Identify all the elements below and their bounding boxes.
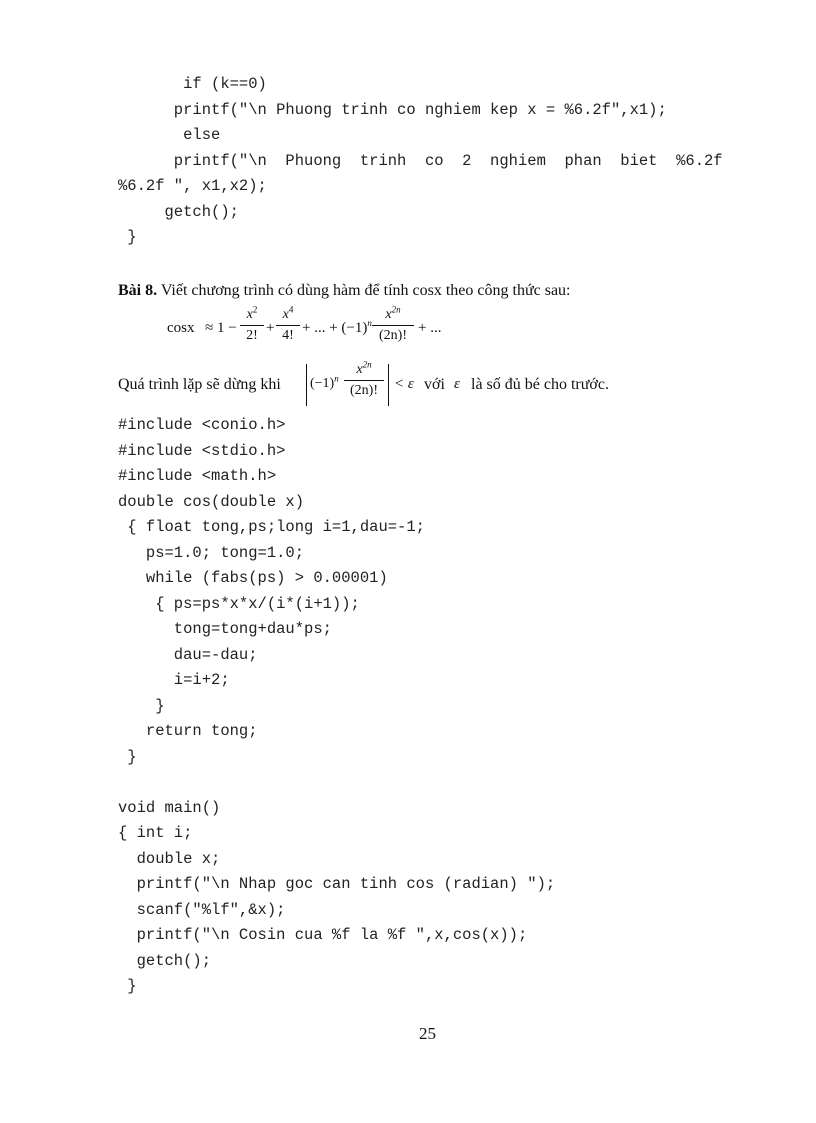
code-main-line: getch(); (118, 951, 212, 970)
term1-bar (240, 325, 264, 326)
abs-bar-right (388, 364, 389, 406)
stop-text-end: là số đủ bé cho trước. (471, 376, 609, 393)
code-main-line: printf("\n Cosin cua %f la %f ",x,cos(x)); (118, 926, 528, 944)
cond-num: x (356, 362, 363, 377)
formula-lhs: cosx (167, 320, 195, 336)
code-main-line: } (118, 696, 165, 715)
code-main-line: while (fabs(ps) > 0.00001) (118, 569, 388, 587)
term1-den: 2! (246, 328, 258, 343)
cond-exp: n (334, 373, 339, 384)
term2-den: 4! (282, 328, 294, 343)
formula-term-2 (276, 304, 300, 344)
code-main-line: tong=tong+dau*ps; (118, 620, 332, 638)
code-main-line: #include <conio.h> (118, 416, 286, 434)
exercise-heading (118, 282, 570, 300)
code-top-line: %6.2f ", x1,x2); (118, 177, 267, 195)
code-main-line: dau=-dau; (118, 645, 258, 664)
code-top-line: getch(); (118, 202, 239, 221)
stop-text-after: với (424, 376, 445, 393)
code-block-main (118, 413, 555, 1000)
sign-exp: n (367, 318, 372, 328)
term1-num: x (246, 307, 253, 322)
term3-exp: 2n (391, 304, 401, 315)
code-main-line: #include <stdio.h> (118, 441, 286, 460)
code-top-line: printf("\n Phuong trinh co nghiem kep x = %6.2f",x1); (118, 100, 667, 119)
exercise-description: Viết chương trình có dùng hàm để tính cosx theo công thức sau: (157, 282, 571, 299)
code-main-line: double cos(double x) (118, 492, 305, 511)
epsilon-symbol: ε (454, 376, 460, 392)
term1-exp: 2 (252, 304, 258, 315)
cond-sign: $(-1)^n$ (310, 373, 339, 391)
cond-lt-epsilon: < ε (394, 376, 414, 392)
code-main-line: } (118, 747, 137, 766)
formula-term-1 (240, 304, 264, 344)
exercise-label: Bài 8. (118, 282, 158, 299)
cond-bar (344, 380, 384, 381)
code-block-top (118, 72, 723, 251)
term2-exp: 4 (288, 304, 294, 315)
term3-den: (2n)! (379, 328, 407, 343)
code-main-line: } (118, 977, 137, 995)
code-top-line: printf("\n Phuong trinh co 2 nghiem phan biet %6.2f (118, 151, 723, 170)
cond-fraction (344, 359, 384, 399)
code-main-line: scanf("%lf",&x); (118, 900, 286, 919)
code-main-line: i=i+2; (118, 671, 230, 689)
term2-bar (276, 325, 300, 326)
cond-den: (2n)! (350, 383, 378, 398)
code-main-line: double x; (118, 849, 221, 868)
code-main-line: { int i; (118, 824, 193, 842)
term2-num: x (282, 307, 289, 322)
code-top-line: } (118, 228, 137, 246)
term3-bar (372, 325, 414, 326)
code-main-line: ps=1.0; tong=1.0; (118, 543, 305, 562)
formula-term-3 (372, 304, 414, 344)
formula-approx: ≈ 1 − (205, 320, 237, 336)
code-top-line: else (118, 126, 221, 144)
stop-text-before: Quá trình lặp sẽ dừng khi (118, 376, 281, 393)
code-main-line: { float tong,ps;long i=1,dau=-1; (118, 518, 425, 536)
code-main-line: void main() (118, 798, 221, 817)
page-number: 25 (419, 1024, 436, 1043)
cond-num-exp: 2n (362, 359, 372, 370)
abs-bar-left (306, 364, 307, 406)
code-main-line: printf("\n Nhap goc can tinh cos (radian) "); (118, 875, 556, 893)
code-main-line: { ps=ps*x*x/(i*(i+1)); (118, 594, 360, 613)
formula-tail: + ... (418, 320, 442, 336)
code-main-line: return tong; (118, 722, 258, 740)
term3-num: x (385, 307, 392, 322)
code-top-line: if (k==0) (118, 75, 267, 93)
formula-plus-1: + (266, 320, 275, 336)
formula-mid: + ... + $(-1)^n$ (302, 318, 372, 336)
code-main-line: #include <math.h> (118, 467, 277, 485)
